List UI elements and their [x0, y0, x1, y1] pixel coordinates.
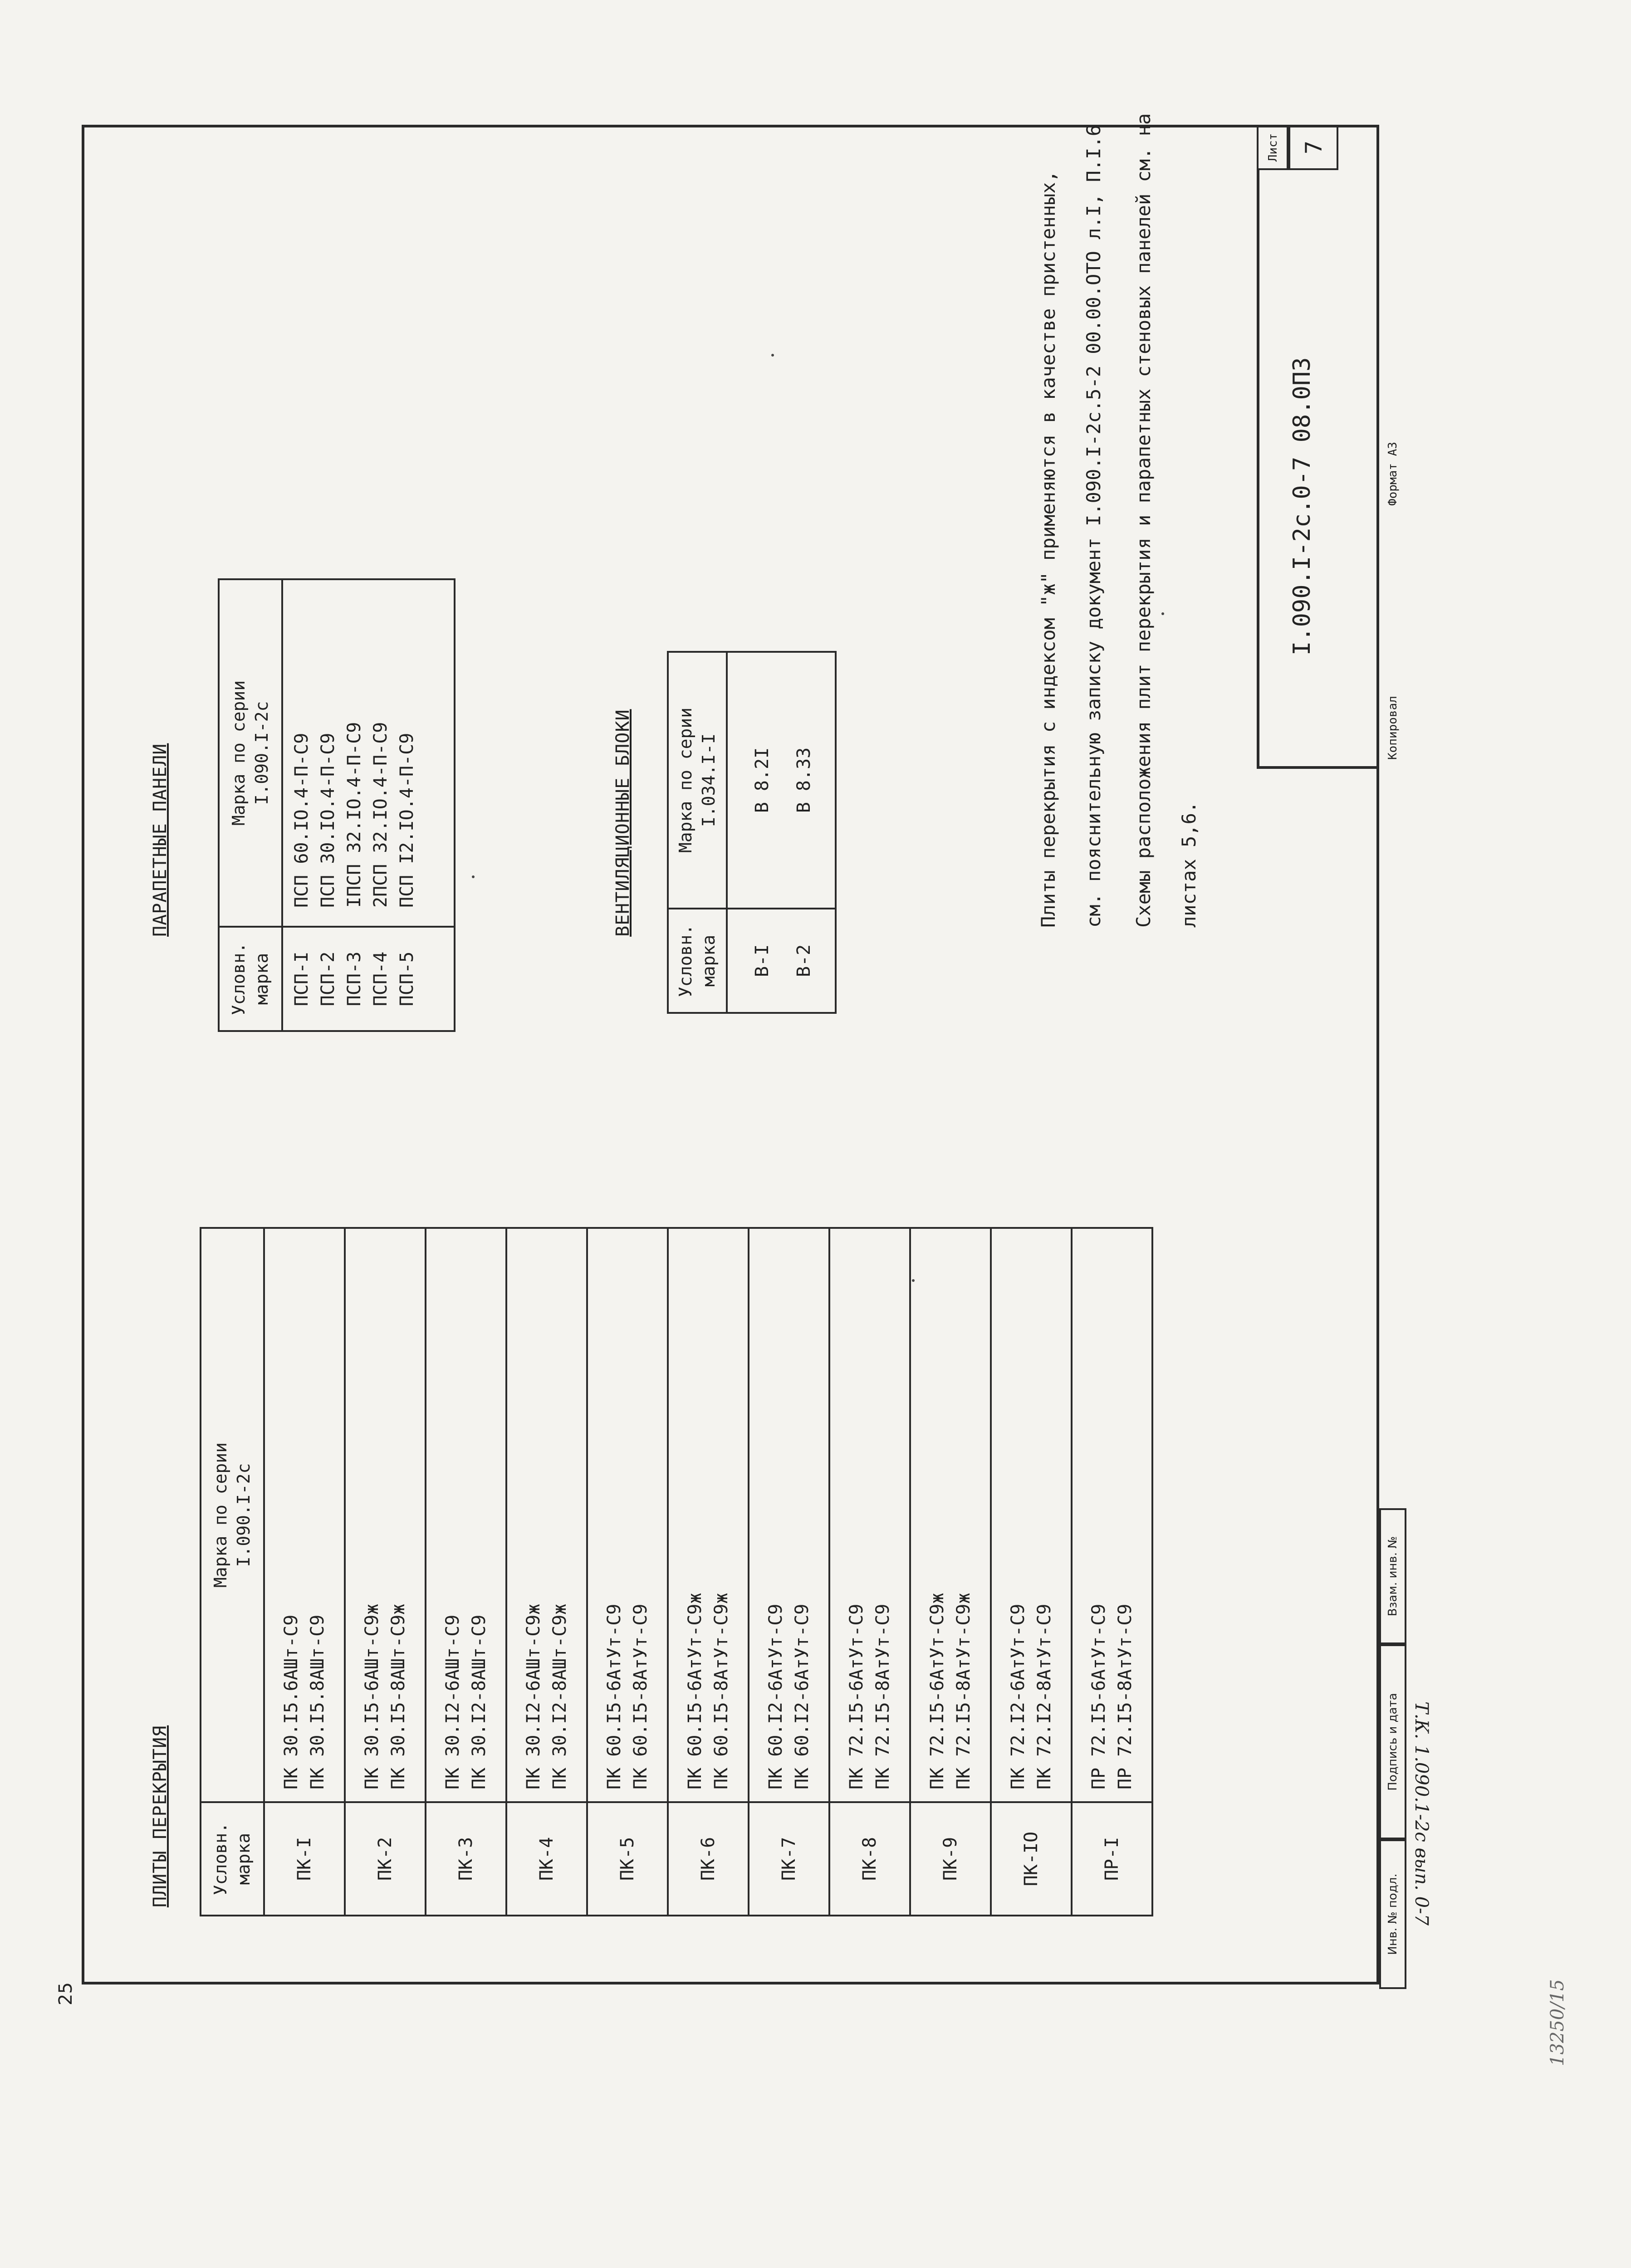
slabs-row-item: ПК 72.I2-6АтУт-С9 — [1008, 1603, 1029, 1789]
slabs-row-item: ПК 72.I5-8АтУт-С9 — [872, 1603, 893, 1789]
stamp-replaced-inv: Взам. инв. № — [1379, 1508, 1406, 1644]
parapet-mark-1: ПСП-I — [291, 951, 312, 1007]
slabs-row-mark: ПК-3 — [426, 1802, 506, 1916]
slabs-row-mark: ПК-2 — [345, 1802, 426, 1916]
note-line-2: см. пояснительную записку документ I.090.I-2c.5-2 00.00.ОТО л.I, П.I.6 — [1082, 124, 1105, 928]
vent-header-series-l1: Марка по серии — [675, 707, 696, 853]
slabs-row-item: ПК 60.I2-6АтУт-С9 — [765, 1603, 786, 1789]
slabs-row-items — [668, 1228, 749, 1802]
vent-header-mark-l2: марка — [699, 934, 719, 987]
slabs-header-series-l2: I.090.I-2c — [234, 1463, 254, 1567]
slabs-table-row — [1072, 1228, 1152, 1916]
note-line-1: Плиты перекрытия с индексом "ж" применяются в качестве пристенных, — [1037, 171, 1059, 928]
parapet-item-5: ПСП I2.IO.4-П-С9 — [397, 733, 417, 908]
stamp-signature-date: Подпись и дата — [1379, 1644, 1406, 1839]
slabs-table — [200, 1227, 1153, 1916]
parapet-header-series-l2: I.090.I-2c — [252, 701, 272, 805]
note-line-3: Схемы расположения плит перекрытия и парапетных стеновых панелей см. на — [1132, 113, 1155, 928]
stamp-inv-original: Инв. № подл. — [1379, 1839, 1406, 1989]
vent-header-mark — [668, 909, 727, 1013]
slabs-row-mark: ПК-4 — [506, 1802, 587, 1916]
slabs-row-items — [264, 1228, 345, 1802]
vent-table-title: ВЕНТИЛЯЦИОННЫЕ БЛОКИ — [612, 709, 633, 937]
slabs-row-mark: ПР-I — [1072, 1802, 1152, 1916]
vent-header-mark-l1: Условн. — [675, 924, 696, 997]
parapet-table-title: ПАРАПЕТНЫЕ ПАНЕЛИ — [150, 743, 171, 937]
slabs-row-mark: ПК-7 — [749, 1802, 829, 1916]
vent-item-1: В 8.2I — [752, 747, 773, 813]
slabs-row-mark: ПК-5 — [587, 1802, 668, 1916]
parapet-header-series-l1: Марка по серии — [228, 680, 249, 826]
slabs-row-mark: ПК-IO — [991, 1802, 1072, 1916]
slabs-row-item: ПК 60.I5-6АтУт-С9 — [604, 1603, 625, 1789]
parapet-item-3: IПСП 32.IO.4-П-С9 — [344, 722, 365, 908]
parapet-table — [218, 578, 456, 1032]
slabs-row-item: ПК 72.I5-6АтУт-С9ж — [927, 1593, 948, 1789]
parapet-marks-cell — [282, 927, 455, 1031]
title-block — [1257, 170, 1379, 769]
slabs-table-row — [506, 1228, 587, 1916]
scan-speck — [912, 1279, 915, 1282]
parapet-mark-4: ПСП-4 — [370, 951, 391, 1007]
slabs-header-series — [201, 1228, 264, 1802]
sheet-label: Лист — [1257, 125, 1288, 170]
slabs-row-mark: ПК-8 — [829, 1802, 910, 1916]
slabs-table-row — [426, 1228, 506, 1916]
vent-items-cell — [727, 652, 836, 909]
slabs-row-item: ПК 30.I2-8АШт-С9 — [469, 1614, 490, 1789]
parapet-header-mark — [219, 927, 282, 1031]
vent-mark-1: В-I — [752, 944, 773, 978]
slabs-row-items — [426, 1228, 506, 1802]
parapet-header-mark-l1: Условн. — [228, 942, 249, 1016]
scan-speck — [1161, 612, 1164, 615]
slabs-header-series-l1: Марка по серии — [210, 1442, 230, 1588]
slabs-table-row — [668, 1228, 749, 1916]
slabs-table-title: ПЛИТЫ ПЕРЕКРЫТИЯ — [150, 1725, 171, 1907]
vent-mark-2: В-2 — [793, 944, 814, 978]
parapet-item-4: 2ПСП 32.IO.4-П-С9 — [370, 722, 391, 908]
slabs-table-row — [345, 1228, 426, 1916]
handwritten-note: 13250/15 — [1547, 1979, 1568, 2066]
slabs-table-row — [829, 1228, 910, 1916]
slabs-row-item: ПК 30.I2-6АШт-С9 — [442, 1614, 463, 1789]
slabs-row-item: ПК 72.I5-6АтУт-С9 — [846, 1603, 867, 1789]
slabs-table-row — [991, 1228, 1072, 1916]
side-series-code: Т.К. 1.090.1-2с вып. 0-7 — [1411, 1701, 1432, 1926]
slabs-table-row — [587, 1228, 668, 1916]
slabs-row-items — [345, 1228, 426, 1802]
vent-header-series — [668, 652, 727, 909]
parapet-item-1: ПСП 60.IO.4-П-С9 — [291, 733, 312, 908]
slabs-row-items — [1072, 1228, 1152, 1802]
page-number: 25 — [55, 1982, 76, 2005]
vent-header-series-l2: I.034.I-I — [699, 733, 719, 827]
slabs-row-item: ПК 60.I5-6АтУт-С9ж — [685, 1593, 705, 1789]
slabs-row-item: ПК 72.I2-8АтУт-С9 — [1034, 1603, 1055, 1789]
parapet-header-mark-l2: марка — [252, 953, 272, 1005]
parapet-mark-2: ПСП-2 — [318, 951, 338, 1007]
slabs-row-items — [991, 1228, 1072, 1802]
slabs-row-item: ПК 30.I5.8АШт-С9 — [307, 1614, 328, 1789]
slabs-table-row — [910, 1228, 991, 1916]
vent-marks-cell — [727, 909, 836, 1013]
slabs-row-item: ПР 72.I5-8АтУт-С9 — [1115, 1603, 1136, 1789]
slabs-row-items — [587, 1228, 668, 1802]
document-code: I.090.I-2c.0-7 08.0ПЗ — [1288, 357, 1316, 655]
slabs-table-row — [264, 1228, 345, 1916]
parapet-mark-3: ПСП-3 — [344, 951, 365, 1007]
slabs-row-items — [829, 1228, 910, 1802]
slabs-header-mark: Условн. марка — [201, 1802, 264, 1916]
slabs-row-item: ПК 72.I5-8АтУт-С9ж — [953, 1593, 974, 1789]
slabs-row-mark: ПК-9 — [910, 1802, 991, 1916]
parapet-header-series — [219, 579, 282, 927]
slabs-table-row — [749, 1228, 829, 1916]
note-line-4: листах 5,6. — [1178, 801, 1200, 928]
slabs-row-items — [749, 1228, 829, 1802]
slabs-row-items — [506, 1228, 587, 1802]
slabs-row-item: ПК 60.I5-8АтУт-С9 — [630, 1603, 651, 1789]
parapet-item-2: ПСП 30.IO.4-П-С9 — [318, 733, 338, 908]
slabs-row-mark: ПК-6 — [668, 1802, 749, 1916]
slabs-row-item: ПК 30.I5-6АШт-С9ж — [362, 1603, 382, 1789]
scan-speck — [771, 354, 774, 357]
slabs-row-item: ПК 60.I5-8АтУт-С9ж — [711, 1593, 732, 1789]
slabs-row-item: ПК 60.I2-6АтУт-С9 — [792, 1603, 813, 1789]
scan-speck — [472, 875, 475, 878]
vent-item-2: В 8.33 — [793, 747, 814, 813]
slabs-row-items — [910, 1228, 991, 1802]
parapet-mark-5: ПСП-5 — [397, 951, 417, 1007]
slabs-row-item: ПК 30.I2-8АШт-С9ж — [549, 1603, 570, 1789]
format-label: Формат А3 — [1386, 442, 1400, 506]
sheet-number: 7 — [1288, 125, 1338, 170]
slabs-row-item: ПР 72.I5-6АтУт-С9 — [1088, 1603, 1109, 1789]
drawing-sheet — [55, 113, 1568, 2066]
vent-table — [667, 651, 837, 1014]
parapet-items-cell — [282, 579, 455, 927]
slabs-row-mark: ПК-I — [264, 1802, 345, 1916]
slabs-row-item: ПК 30.I5-8АШт-С9ж — [388, 1603, 409, 1789]
slabs-row-item: ПК 30.I2-6АШт-С9ж — [523, 1603, 544, 1789]
copied-label: Копировал — [1386, 696, 1400, 760]
slabs-row-item: ПК 30.I5.6АШт-С9 — [281, 1614, 302, 1789]
